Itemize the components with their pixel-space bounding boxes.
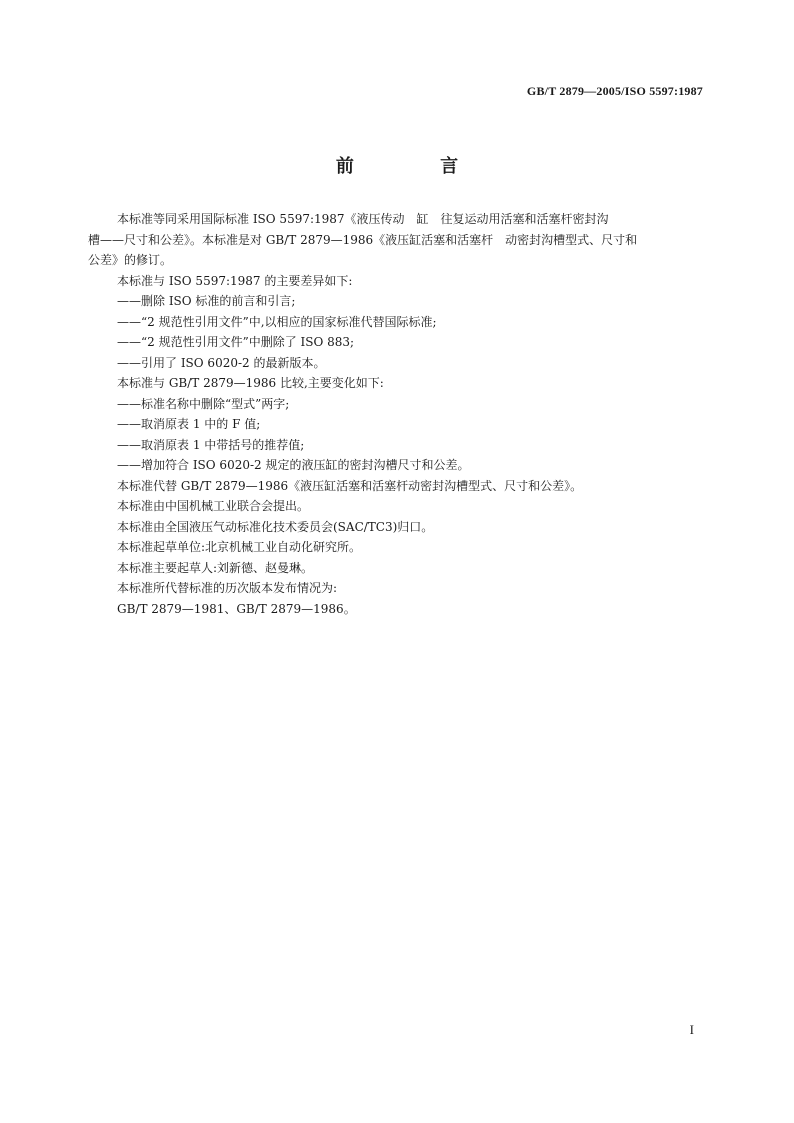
intro-line-3: 公差》的修订。 bbox=[88, 253, 173, 267]
drafting-unit-statement: 本标准起草单位:北京机械工业自动化研究所。 bbox=[117, 540, 362, 554]
diff-intro-line: 本标准与 ISO 5597:1987 的主要差异如下: bbox=[117, 273, 353, 288]
standard-number-header: GB/T 2879—2005/ISO 5597:1987 bbox=[526, 84, 703, 98]
proposer-statement: 本标准由中国机械工业联合会提出。 bbox=[117, 499, 310, 513]
history-versions: GB/T 2879—1981、GB/T 2879—1986。 bbox=[117, 601, 356, 616]
intro-paragraph bbox=[88, 209, 705, 271]
history-intro-line: 本标准所代替标准的历次版本发布情况为: bbox=[117, 581, 338, 595]
diff-item: ——删除 ISO 标准的前言和引言; bbox=[117, 294, 296, 308]
replacement-statement: 本标准代替 GB/T 2879—1986《液压缸活塞和活塞杆动密封沟槽型式、尺寸和公差》。 bbox=[117, 478, 583, 493]
change-item: ——标准名称中删除“型式”两字; bbox=[117, 396, 290, 411]
change-item: ——取消原表 1 中的 F 值; bbox=[117, 417, 261, 431]
intro-line-2: 槽——尺寸和公差》。本标准是对 GB/T 2879—1986《液压缸活塞和活塞杆 动密封沟槽型式、尺寸和 bbox=[88, 232, 638, 247]
diff-item: ——引用了 ISO 6020-2 的最新版本。 bbox=[117, 355, 326, 370]
page-title: 前 言 bbox=[335, 156, 499, 177]
change-item: ——增加符合 ISO 6020-2 规定的液压缸的密封沟槽尺寸和公差。 bbox=[117, 458, 470, 472]
page-number: I bbox=[689, 1022, 694, 1037]
intro-line-1: 本标准等同采用国际标准 ISO 5597:1987《液压传动 缸 往复运动用活塞和活塞杆密封沟 bbox=[117, 212, 609, 226]
change-item: ——取消原表 1 中带括号的推荐值; bbox=[117, 437, 305, 452]
committee-statement: 本标准由全国液压气动标准化技术委员会(SAC/TC3)归口。 bbox=[117, 519, 434, 534]
drafters-statement: 本标准主要起草人:刘新德、赵曼琳。 bbox=[117, 560, 314, 575]
diff-item: ——“2 规范性引用文件”中删除了 ISO 883; bbox=[117, 335, 355, 349]
changes-intro-line: 本标准与 GB/T 2879—1986 比较,主要变化如下: bbox=[117, 376, 384, 390]
preface-body bbox=[88, 209, 705, 619]
diff-item: ——“2 规范性引用文件”中,以相应的国家标准代替国际标准; bbox=[117, 314, 437, 329]
